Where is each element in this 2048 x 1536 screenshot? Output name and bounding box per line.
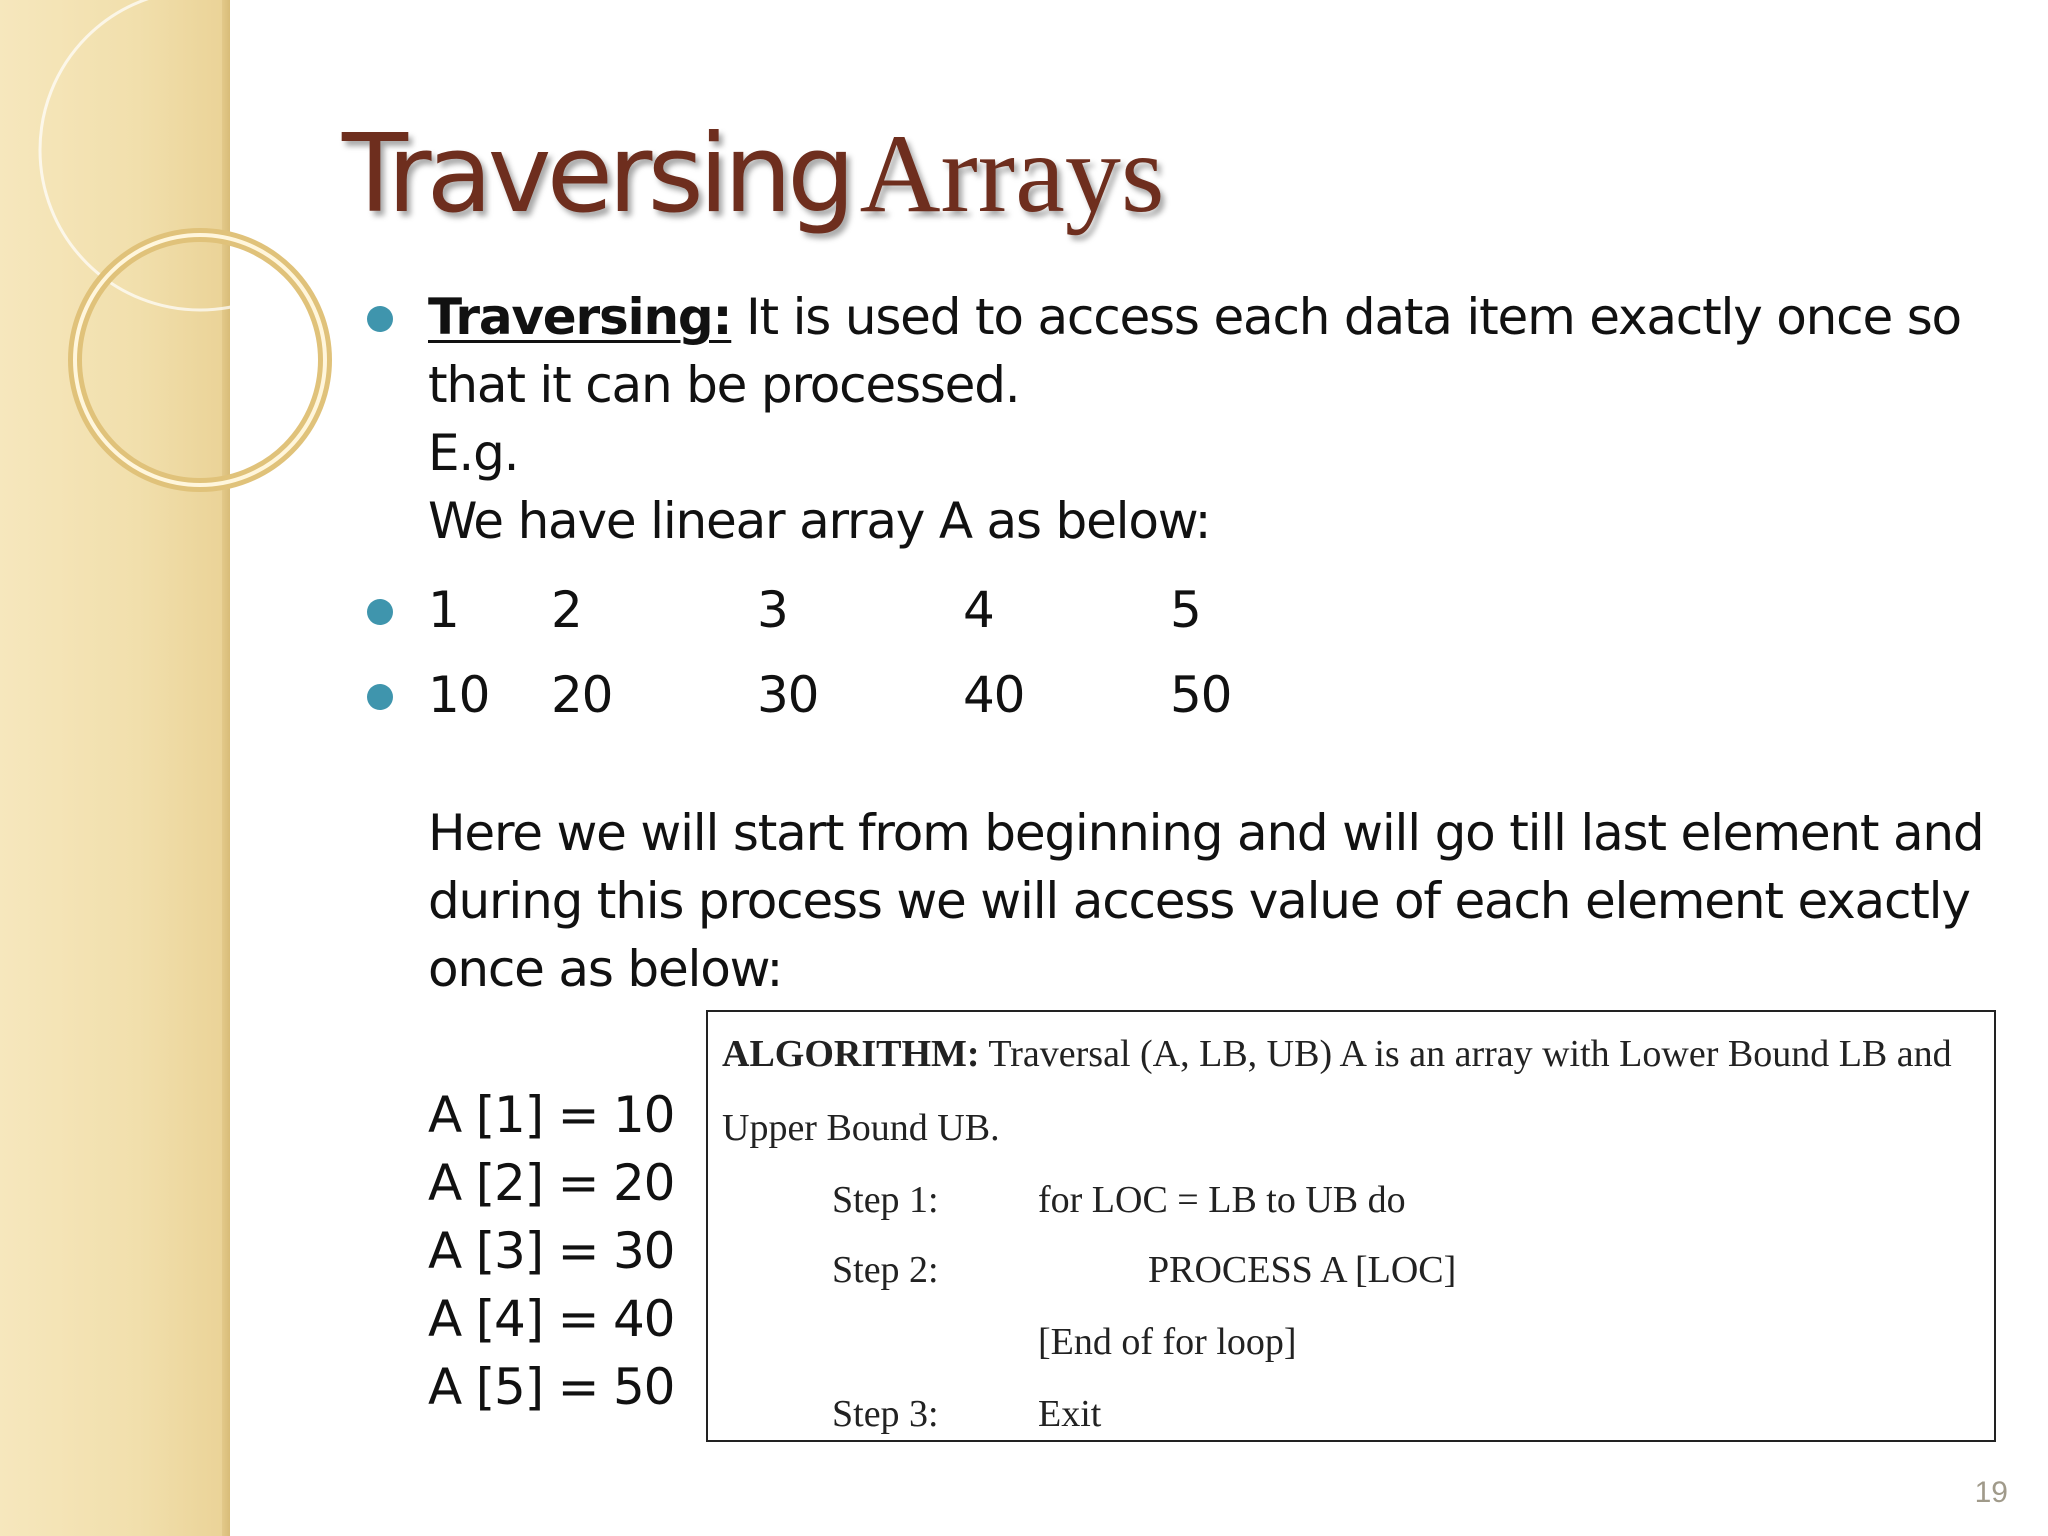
array-index: 4 <box>963 581 994 639</box>
traversing-term: Traversing: <box>428 288 732 346</box>
assignment-line: A [3] = 30 <box>428 1222 675 1280</box>
page-number: 19 <box>1974 1476 2008 1509</box>
array-index: 3 <box>757 581 788 639</box>
assignment-line: A [2] = 20 <box>428 1154 675 1212</box>
explanation-line3: once as below: <box>428 940 783 998</box>
bullet1-line3: E.g. <box>428 424 519 482</box>
array-index: 1 <box>428 581 459 639</box>
title-part2: Arrays <box>859 112 1165 236</box>
step-text: PROCESS A [LOC] <box>1148 1249 1457 1291</box>
bullet1-line1-text: It is used to access each data item exactly once so <box>745 288 1961 346</box>
step-label: Step 1: <box>832 1179 939 1221</box>
deco-ring-large <box>40 0 360 310</box>
array-value: 30 <box>757 666 819 724</box>
bullet-icon <box>367 306 393 332</box>
step-text: [End of for loop] <box>1038 1321 1297 1363</box>
bullet-icon <box>367 684 393 710</box>
assignment-line: A [4] = 40 <box>428 1290 675 1348</box>
title-part1: Traversing <box>342 112 851 237</box>
algorithm-header-text: Traversal (A, LB, UB) A is an array with Lower Bound LB and <box>988 1033 1952 1075</box>
algorithm-label: ALGORITHM: <box>722 1033 980 1075</box>
step-text: for LOC = LB to UB do <box>1038 1179 1406 1221</box>
deco-ring-highlight <box>75 235 325 485</box>
step-label: Step 3: <box>832 1393 939 1435</box>
array-index: 2 <box>551 581 582 639</box>
bullet-icon <box>367 599 393 625</box>
array-value: 20 <box>551 666 613 724</box>
step-label: Step 2: <box>832 1249 939 1291</box>
slide-title <box>342 112 1165 237</box>
assignment-line: A [1] = 10 <box>428 1086 675 1144</box>
step-text: Exit <box>1038 1393 1102 1435</box>
bullet1-line4: We have linear array A as below: <box>428 492 1211 550</box>
array-value: 40 <box>963 666 1025 724</box>
array-value: 10 <box>428 666 490 724</box>
bullet1-line1 <box>428 283 1961 351</box>
array-value: 50 <box>1170 666 1232 724</box>
algorithm-header <box>722 1032 1952 1076</box>
explanation-line1: Here we will start from beginning and will go till last element and <box>428 804 1984 862</box>
algorithm-header-line2: Upper Bound UB. <box>722 1107 1000 1149</box>
explanation-line2: during this process we will access value of each element exactly <box>428 872 1970 930</box>
algorithm-box <box>706 1010 1996 1442</box>
array-index: 5 <box>1170 581 1201 639</box>
bullet1-line2: that it can be processed. <box>428 356 1020 414</box>
decorative-rings <box>0 0 400 560</box>
assignment-line: A [5] = 50 <box>428 1358 675 1416</box>
